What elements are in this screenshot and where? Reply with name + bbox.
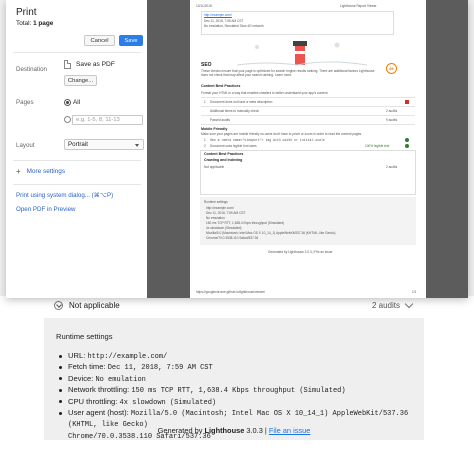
- pass-icon: [405, 144, 409, 148]
- seo-title: SEO: [201, 62, 212, 68]
- divider: [201, 106, 415, 107]
- preview-rt-row: http://example.com/: [206, 206, 234, 210]
- crawling-indexing-title: Crawling and Indexing: [204, 158, 243, 162]
- plus-icon: +: [16, 167, 21, 176]
- preview-rt-row: 150 ms TCP RTT, 1,638.4 Kbps throughput (Simulated): [206, 221, 285, 225]
- system-dialog-link[interactable]: Print using system dialog... (⌘⌥P): [16, 192, 114, 199]
- dialog-title: Print: [16, 7, 37, 18]
- layout-label: Layout: [16, 142, 35, 149]
- lighthouse-brand: Lighthouse: [204, 426, 245, 435]
- preview-runtime-title: Runtime settings: [204, 200, 228, 204]
- preview-footer-url: https://googlechrome.github.io/lighthouse/viewer/: [196, 290, 266, 294]
- expand-chevron-icon[interactable]: [405, 299, 413, 307]
- audit-viewport: Has a <meta name="viewport"> tag with width or initial-scale: [210, 138, 325, 142]
- lighthouse-illustration: [237, 37, 367, 67]
- more-settings-toggle[interactable]: + More settings: [16, 167, 66, 176]
- destination-label: Destination: [16, 66, 47, 73]
- runtime-row: Device: No emulation: [56, 374, 412, 385]
- divider: [201, 115, 415, 116]
- passed-audits-count: 9 audits: [386, 118, 398, 122]
- runtime-row: User agent (host): Mozilla/5.0 (Macintosh; Intel Mac OS X 10_14_1) AppleWebKit/537.36 (KHTML, like Gecko) Chrome/70.0.3538.110 Safari/537.36: [56, 408, 412, 442]
- pass-icon: [405, 138, 409, 142]
- generated-by-footer: Generated by Lighthouse 3.0.3 | File an issue: [157, 426, 311, 435]
- preview-rt-row: Dec 11, 2018, 7:59 AM CST: [206, 211, 246, 215]
- print-dialog: [6, 0, 468, 298]
- file-issue-link[interactable]: File an issue: [268, 426, 311, 435]
- pdf-file-icon: [64, 60, 71, 69]
- audit-meta-description: Document does not have a meta description: [210, 100, 273, 104]
- destination-value: Save as PDF: [76, 61, 115, 68]
- seo-score-gauge: 89: [386, 63, 397, 74]
- open-pdf-preview-link[interactable]: Open PDF in Preview: [16, 206, 76, 213]
- preview-rt-row: No emulation: [206, 216, 225, 220]
- runtime-row: URL: http://example.com/: [56, 351, 412, 362]
- user-agent-continued: Chrome/70.0.3538.110 Safari/537.36: [68, 432, 211, 441]
- cbp-description: Format your HTML in a way that enables crawlers to better understand your app's content.: [201, 91, 329, 95]
- preview-rt-row: 4x slowdown (Simulated): [206, 226, 242, 230]
- not-applicable-count-preview: 2 audits: [386, 165, 398, 169]
- mobile-friendly-description: Make sure your pages are mobile friendly so users don't have to pinch or zoom in order to read the content pages.: [201, 132, 362, 136]
- additional-items-count: 2 audits: [386, 109, 398, 113]
- audit-row-index: 1: [204, 100, 206, 104]
- runtime-settings-title: Runtime settings: [56, 332, 113, 341]
- not-applicable-label: Not applicable: [69, 300, 120, 310]
- audit-row-index: 2: [204, 144, 206, 148]
- fail-icon: [405, 100, 409, 104]
- total-pages: Total: 1 page: [16, 20, 54, 27]
- not-applicable-row[interactable]: [44, 298, 424, 312]
- preview-page: [190, 0, 426, 298]
- not-applicable-count: 2 audits: [371, 300, 400, 310]
- crawling-title: Content Best Practices: [204, 152, 244, 156]
- passed-audits-label: Passed audits: [210, 118, 231, 122]
- preview-header-title: Lighthouse Report Viewer: [340, 4, 377, 8]
- audit-details-box: [200, 150, 416, 195]
- preview-meta: Dec 11, 2018, 7:59 AM CST: [204, 19, 244, 23]
- audit-font-size: Document uses legible font sizes: [210, 144, 257, 148]
- additional-items-label: Additional items to manually check: [210, 109, 259, 113]
- content-best-practices-title: Content Best Practices: [201, 84, 241, 88]
- seo-description: These checks ensure that your page is optimized for search engine results ranking. There are additional factors Lighthouse does not check that may affect your search ranking. Learn more.: [201, 69, 375, 77]
- not-applicable-preview: Not applicable: [204, 165, 225, 169]
- divider: [13, 184, 141, 185]
- pages-all-radio[interactable]: [64, 99, 71, 106]
- pages-all-label: All: [73, 99, 81, 106]
- audit-row-index: 1: [204, 138, 206, 142]
- runtime-settings-panel: [44, 318, 424, 440]
- pages-range-radio[interactable]: [64, 116, 71, 123]
- preview-url: http://example.com/: [204, 13, 232, 17]
- runtime-row: Fetch time: Dec 11, 2018, 7:59 AM CST: [56, 362, 412, 373]
- runtime-row: CPU throttling: 4x slowdown (Simulated): [56, 397, 412, 408]
- divider: [201, 97, 415, 98]
- print-settings-sidebar: [6, 0, 147, 298]
- audit-font-size-value: 100% legible text: [365, 144, 390, 148]
- pages-range-input[interactable]: e.g. 1-5, 8, 11-13: [72, 115, 143, 125]
- preview-rt-row: Mozilla/5.0 (Macintosh; Intel Mac OS X 10_14_1) AppleWebKit/537.36 (KHTML, like Gecko): [206, 231, 336, 235]
- cancel-button[interactable]: Cancel: [84, 35, 115, 46]
- mobile-friendly-title: Mobile Friendly: [201, 127, 228, 131]
- divider: [201, 124, 415, 125]
- preview-meta2: No emulation, Simulated Slow 4G network: [204, 24, 264, 28]
- collapse-chevron-icon: [54, 301, 63, 310]
- runtime-row: Network throttling: 150 ms TCP RTT, 1,638.4 Kbps throughput (Simulated): [56, 385, 412, 396]
- layout-select[interactable]: Portrait: [64, 139, 144, 150]
- divider: [13, 160, 141, 161]
- print-preview-pane: [147, 0, 468, 298]
- change-destination-button[interactable]: Change...: [64, 75, 97, 86]
- dropdown-arrow-icon: [135, 144, 139, 147]
- preview-generated-by: Generated by Lighthouse 3.0.3 | File an issue: [268, 250, 333, 254]
- save-button[interactable]: Save: [119, 35, 143, 46]
- pages-label: Pages: [16, 99, 34, 106]
- divider: [13, 52, 141, 53]
- preview-rt-row: Chrome/70.0.3538.110 Safari/537.36: [206, 236, 259, 240]
- preview-header-date: 12/11/2018: [196, 4, 212, 8]
- preview-footer-page: 1/1: [412, 290, 417, 294]
